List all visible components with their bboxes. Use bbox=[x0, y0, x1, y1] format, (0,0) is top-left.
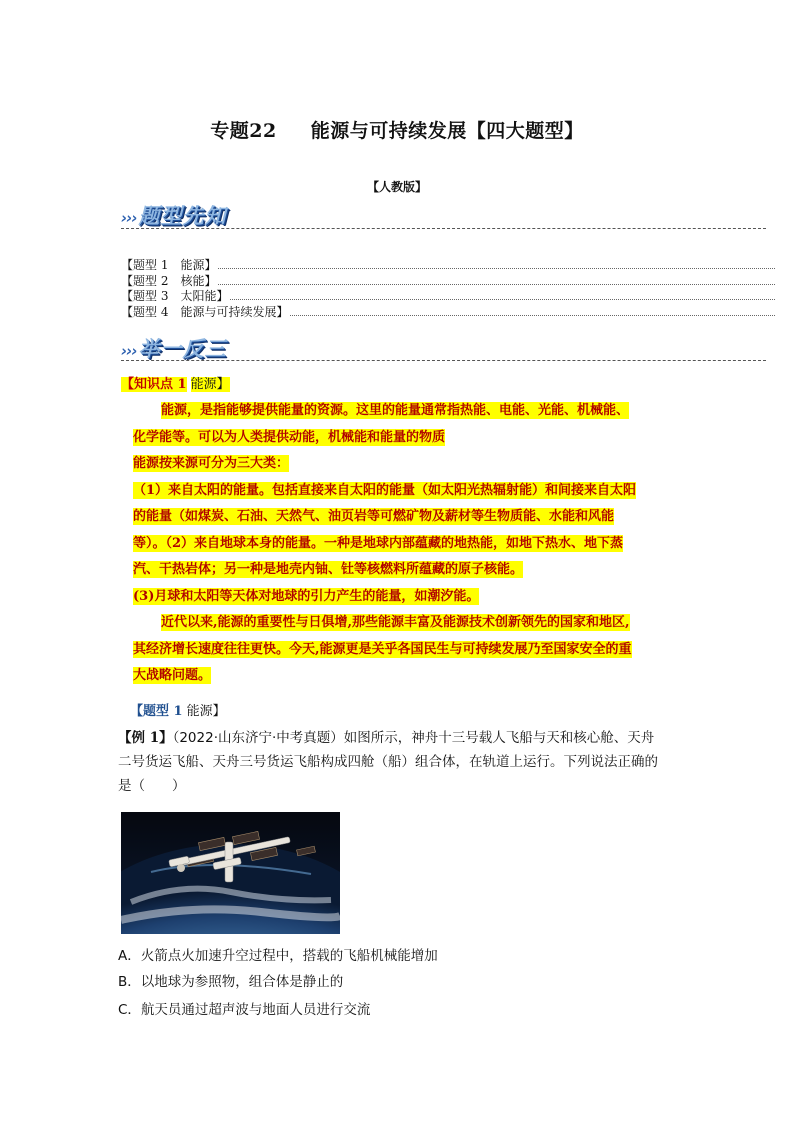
table-of-contents bbox=[121, 258, 775, 320]
text-line: （1）来自太阳的能量。包括直接来自太阳的能量（如太阳光热辐射能）和间接来自太阳 bbox=[133, 482, 637, 498]
toc-item-label: 【题型 3 太阳能】 bbox=[121, 289, 229, 303]
toc-leader bbox=[290, 306, 775, 316]
toc-item[interactable] bbox=[121, 305, 775, 321]
option-a bbox=[118, 944, 438, 964]
toc-item[interactable] bbox=[121, 289, 775, 305]
text-line: （2022·山东济宁·中考真题）如图所示，神舟十三号载人飞船与天和核心舱、天舟 bbox=[172, 730, 655, 746]
question-type-heading bbox=[130, 700, 226, 719]
banner-overview-text: 题型先知 bbox=[138, 204, 227, 228]
toc-item-label: 【题型 1 能源】 bbox=[121, 258, 217, 272]
edition-label: 【人教版】 bbox=[366, 180, 427, 194]
knowledge-paragraph bbox=[133, 398, 678, 690]
divider bbox=[121, 228, 766, 229]
banner-practice bbox=[121, 333, 227, 359]
toc-item-label: 【题型 2 核能】 bbox=[121, 273, 217, 288]
option-c bbox=[118, 998, 370, 1018]
option-b bbox=[118, 970, 343, 990]
space-station-image bbox=[121, 812, 340, 934]
option-text: 以地球为参照物，组合体是静止的 bbox=[140, 974, 344, 990]
text-line: 大战略问题。 bbox=[133, 668, 212, 683]
text-line: 的能量（如煤炭、石油、天然气、油页岩等可燃矿物及薪材等生物质能、水能和风能 bbox=[133, 509, 615, 524]
toc-item-label: 【题型 4 能源与可持续发展】 bbox=[121, 304, 289, 319]
text-line: 能源按来源可分为三大类： bbox=[133, 456, 290, 471]
toc-item[interactable] bbox=[121, 258, 775, 274]
text-line: 能源，是指能够提供能量的资源。这里的能量通常指热能、电能、光能、机械能、 bbox=[161, 403, 630, 418]
knowledge-heading-text: 能源】 bbox=[190, 377, 230, 392]
text-line: 化学能等。可以为人类提供动能，机械能和能量的物质 bbox=[133, 429, 446, 445]
subheading-bracket: 【题型 1 bbox=[130, 704, 183, 719]
page-title bbox=[0, 116, 794, 143]
toc-leader bbox=[218, 259, 775, 269]
option-text: 火箭点火加速升空过程中，搭载的飞船机械能增加 bbox=[140, 948, 438, 964]
toc-leader bbox=[230, 290, 775, 300]
text-line: 汽、干热岩体；另一种是地壳内铀、钍等核燃料所蕴藏的原子核能。 bbox=[133, 562, 524, 577]
subheading-text: 能源】 bbox=[186, 704, 226, 719]
option-letter: B． bbox=[118, 974, 141, 990]
banner-arrows-icon: ››› bbox=[121, 342, 137, 360]
divider bbox=[121, 360, 766, 361]
option-text: 航天员通过超声波与地面人员进行交流 bbox=[140, 1002, 371, 1018]
banner-practice-text: 举一反三 bbox=[138, 337, 227, 361]
text-line: 近代以来,能源的重要性与日俱增,那些能源丰富及能源技术创新领先的国家和地区, bbox=[161, 615, 630, 630]
text-line: 等）。（2）来自地球本身的能量。一种是地球内部蕴藏的地热能，如地下热水、地下蒸 bbox=[133, 535, 624, 551]
space-station-photo bbox=[121, 812, 340, 934]
topic-title: 能源与可持续发展【四大题型】 bbox=[310, 120, 584, 142]
toc-leader bbox=[218, 275, 775, 285]
example-label: 【例 1】 bbox=[118, 730, 173, 746]
option-letter: A． bbox=[118, 948, 141, 964]
text-line: (3)月球和太阳等天体对地球的引力产生的能量，如潮汐能。 bbox=[133, 588, 480, 604]
text-line: 二号货运飞船、天舟三号货运飞船构成四舱（船）组合体，在轨道上运行。下列说法正确的 bbox=[118, 754, 658, 770]
option-letter: C． bbox=[118, 1002, 141, 1018]
banner-overview bbox=[121, 200, 227, 226]
text-line: 是（ ） bbox=[118, 778, 186, 794]
example-question bbox=[118, 726, 680, 798]
knowledge-heading bbox=[121, 373, 230, 392]
toc-item[interactable] bbox=[121, 274, 775, 290]
knowledge-heading-bracket: 【知识点 1 bbox=[121, 377, 187, 392]
text-line: 其经济增长速度往往更快。今天,能源更是关乎各国民生与可持续发展乃至国家安全的重 bbox=[133, 641, 632, 657]
banner-arrows-icon: ››› bbox=[121, 209, 137, 227]
topic-number: 专题22 bbox=[210, 120, 277, 142]
